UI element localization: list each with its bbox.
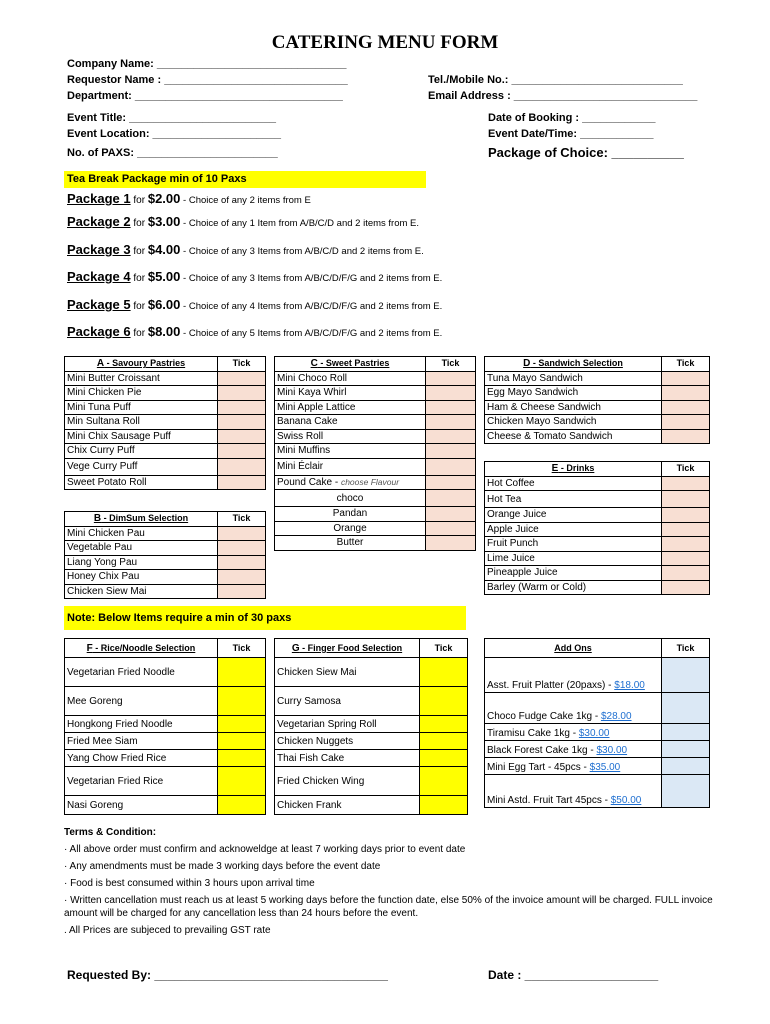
section-f-name: - Rice/Noodle Selection — [92, 642, 196, 653]
section-a-header — [65, 357, 218, 372]
tick-checkbox[interactable] — [420, 750, 468, 767]
section-g-name: - Finger Food Selection — [299, 642, 403, 653]
menu-item-label: Lime Juice — [485, 551, 662, 566]
add-on-price: $30.00 — [578, 728, 610, 739]
flavour-label: Orange — [275, 521, 426, 536]
package-for: for — [130, 273, 148, 284]
package-5-line — [67, 297, 442, 312]
table-row — [275, 371, 476, 386]
tick-checkbox[interactable] — [218, 475, 266, 490]
section-e-letter: E — [551, 463, 559, 475]
tick-checkbox[interactable] — [218, 386, 266, 401]
menu-item-label: Vegetarian Spring Roll — [275, 716, 420, 733]
tick-checkbox[interactable] — [662, 491, 710, 508]
tel-mobile-field[interactable]: Tel./Mobile No.: ____________________________ — [428, 74, 683, 86]
add-ons-header — [485, 639, 662, 658]
date-of-booking-field[interactable]: Date of Booking : ____________ — [488, 112, 656, 124]
flavour-label: Butter — [275, 536, 426, 551]
section-d-letter: D — [523, 358, 531, 370]
package-1-line — [67, 191, 311, 206]
section-b-table — [64, 511, 266, 599]
add-on-name: Mini Astd. Fruit Tart 45pcs - — [487, 795, 611, 806]
tick-checkbox[interactable] — [218, 458, 266, 475]
tick-checkbox[interactable] — [218, 429, 266, 444]
table-row — [65, 796, 266, 815]
table-row — [65, 386, 266, 401]
tick-checkbox[interactable] — [218, 526, 266, 541]
tick-checkbox[interactable] — [662, 415, 710, 430]
menu-item-label: Mini Choco Roll — [275, 371, 426, 386]
date-field[interactable]: Date : ____________________ — [488, 968, 659, 982]
menu-item-label: Orange Juice — [485, 508, 662, 523]
table-row — [65, 415, 266, 430]
section-b-letter: B — [93, 513, 102, 525]
tick-checkbox[interactable] — [426, 458, 476, 475]
section-g-table — [274, 638, 468, 815]
package-3-line — [67, 242, 424, 257]
table-row — [485, 658, 710, 693]
section-e-table — [484, 461, 710, 595]
section-a-table — [64, 356, 266, 490]
package-price: $2.00 — [147, 191, 181, 206]
tick-checkbox[interactable] — [218, 415, 266, 430]
tick-checkbox[interactable] — [662, 658, 710, 693]
section-d-name: - Sandwich Selection — [530, 358, 623, 369]
menu-item-label: Chicken Frank — [275, 796, 420, 815]
menu-item-label: Mini Apple Lattice — [275, 400, 426, 415]
add-ons-table — [484, 638, 710, 808]
menu-item-label: Vegetable Pau — [65, 541, 218, 556]
tick-checkbox[interactable] — [662, 724, 710, 741]
tick-checkbox[interactable] — [420, 687, 468, 716]
tick-checkbox[interactable] — [426, 415, 476, 430]
table-row — [65, 733, 266, 750]
add-on-name: Choco Fudge Cake 1kg - — [487, 711, 601, 722]
table-row — [65, 555, 266, 570]
menu-item-label: Fried Mee Siam — [65, 733, 218, 750]
section-d-table — [484, 356, 710, 444]
section-c-header — [275, 357, 426, 372]
menu-item-label: Chicken Siew Mai — [275, 658, 420, 687]
menu-item-label: Mini Chicken Pau — [65, 526, 218, 541]
requestor-name-field[interactable]: Requestor Name : ______________________________ — [67, 74, 348, 86]
menu-item-label: Mini Tuna Puff — [65, 400, 218, 415]
tick-header: Tick — [218, 512, 266, 527]
menu-item-label: Pineapple Juice — [485, 566, 662, 581]
package-name: Package 5 — [67, 297, 131, 312]
tick-checkbox[interactable] — [218, 767, 266, 796]
tick-header: Tick — [218, 639, 266, 658]
add-ons-title: Add Ons — [554, 642, 592, 653]
tick-checkbox[interactable] — [662, 566, 710, 581]
table-row — [485, 580, 710, 595]
package-price: $4.00 — [147, 242, 181, 257]
table-row — [275, 687, 468, 716]
menu-item-label: Yang Chow Fried Rice — [65, 750, 218, 767]
tick-checkbox[interactable] — [420, 733, 468, 750]
menu-item-label: Fruit Punch — [485, 537, 662, 552]
table-row — [275, 458, 476, 475]
tick-checkbox[interactable] — [662, 400, 710, 415]
add-on-item — [485, 758, 662, 775]
add-on-item — [485, 741, 662, 758]
package-4-line — [67, 269, 442, 284]
tick-checkbox[interactable] — [218, 444, 266, 459]
email-address-field[interactable]: Email Address : ______________________________ — [428, 90, 698, 102]
table-row — [65, 444, 266, 459]
tick-header: Tick — [426, 357, 476, 372]
menu-item-label: Vegetarian Fried Rice — [65, 767, 218, 796]
table-row — [65, 687, 266, 716]
package-2-line — [67, 214, 419, 229]
package-for: for — [130, 195, 148, 206]
table-row — [65, 570, 266, 585]
table-row — [485, 693, 710, 724]
table-row — [485, 522, 710, 537]
table-row — [275, 507, 476, 522]
package-name: Package 3 — [67, 242, 131, 257]
tick-checkbox[interactable] — [420, 767, 468, 796]
table-row — [275, 415, 476, 430]
menu-item-label: Hot Coffee — [485, 476, 662, 491]
add-on-item — [485, 724, 662, 741]
table-row — [485, 537, 710, 552]
tick-checkbox[interactable] — [218, 658, 266, 687]
terms-line: · Written cancellation must reach us at least 5 working days before the function date, else 50% of the invoice amount will be charged. FULL invoice amount will be charged for any cancellation less than 24 hours before the event. — [64, 895, 713, 919]
package-description: - Choice of any 3 Items from A/B/C/D/F/G and 2 items from E. — [180, 273, 443, 284]
package-for: for — [130, 246, 148, 257]
terms-line: · Food is best consumed within 3 hours upon arrival time — [64, 878, 315, 889]
menu-item-label: Tuna Mayo Sandwich — [485, 371, 662, 386]
table-row — [65, 458, 266, 475]
table-row — [65, 541, 266, 556]
pound-cake-label — [275, 475, 426, 490]
pound-cake-name: Pound Cake - — [277, 476, 341, 488]
tick-checkbox[interactable] — [218, 733, 266, 750]
menu-item-label: Mini Muffins — [275, 444, 426, 459]
menu-item-label: Fried Chicken Wing — [275, 767, 420, 796]
event-datetime-field[interactable]: Event Date/Time: ____________ — [488, 128, 654, 140]
menu-item-label: Chicken Siew Mai — [65, 584, 218, 599]
table-row — [65, 584, 266, 599]
menu-item-label: Mini Éclair — [275, 458, 426, 475]
menu-item-label: Egg Mayo Sandwich — [485, 386, 662, 401]
add-on-item — [485, 658, 662, 693]
menu-item-label: Thai Fish Cake — [275, 750, 420, 767]
requested-by-field[interactable]: Requested By: ___________________________________ — [67, 968, 388, 982]
menu-item-label: Sweet Potato Roll — [65, 475, 218, 490]
table-row — [65, 658, 266, 687]
menu-item-label: Hongkong Fried Noodle — [65, 716, 218, 733]
menu-item-label: Cheese & Tomato Sandwich — [485, 429, 662, 444]
table-row — [65, 475, 266, 490]
table-row — [485, 476, 710, 491]
tick-checkbox[interactable] — [218, 584, 266, 599]
section-a-name: - Savoury Pastries — [104, 358, 186, 369]
table-row — [275, 444, 476, 459]
tick-checkbox[interactable] — [218, 541, 266, 556]
section-d-header — [485, 357, 662, 372]
table-row — [485, 741, 710, 758]
table-row — [485, 415, 710, 430]
table-row — [485, 400, 710, 415]
table-row — [65, 767, 266, 796]
tick-checkbox[interactable] — [662, 522, 710, 537]
table-row — [485, 371, 710, 386]
pound-cake-note: choose Flavour — [340, 476, 400, 487]
add-on-item — [485, 775, 662, 808]
section-b-name: - DimSum Selection — [101, 513, 189, 524]
package-name: Package 4 — [67, 269, 131, 284]
tick-header: Tick — [218, 357, 266, 372]
menu-item-label: Mini Chix Sausage Puff — [65, 429, 218, 444]
department-field[interactable]: Department: __________________________________ — [67, 90, 343, 102]
section-c-name: - Sweet Pastries — [317, 358, 390, 369]
tick-checkbox[interactable] — [662, 741, 710, 758]
tick-checkbox[interactable] — [426, 386, 476, 401]
table-row — [65, 429, 266, 444]
add-on-price: $18.00 — [614, 680, 645, 691]
package-choice-field[interactable]: Package of Choice: __________ — [488, 145, 684, 160]
table-row — [275, 750, 468, 767]
menu-item-label: Vegetarian Fried Noodle — [65, 658, 218, 687]
table-row — [275, 475, 476, 490]
menu-item-label: Banana Cake — [275, 415, 426, 430]
section-f-header — [65, 639, 218, 658]
table-row — [485, 386, 710, 401]
tick-checkbox[interactable] — [426, 429, 476, 444]
terms-line: · Any amendments must be made 3 working days before the event date — [64, 861, 381, 872]
table-row — [485, 566, 710, 581]
add-on-name: Mini Egg Tart - 45pcs - — [487, 762, 590, 773]
menu-item-label: Mini Kaya Whirl — [275, 386, 426, 401]
table-row — [275, 490, 476, 507]
table-row — [275, 386, 476, 401]
tick-checkbox[interactable] — [218, 570, 266, 585]
add-on-name: Tiramisu Cake 1kg - — [487, 728, 579, 739]
tick-checkbox[interactable] — [426, 507, 476, 522]
table-row — [485, 491, 710, 508]
package-description: - Choice of any 5 Items from A/B/C/D/F/G and 2 items from E. — [180, 328, 443, 339]
tick-checkbox[interactable] — [662, 476, 710, 491]
package-price: $8.00 — [147, 324, 181, 339]
terms-heading: Terms & Condition: — [64, 827, 157, 838]
section-b-header — [65, 512, 218, 527]
package-name: Package 1 — [67, 191, 131, 206]
tick-checkbox[interactable] — [218, 716, 266, 733]
page-title: CATERING MENU FORM — [271, 32, 499, 53]
section-e-header — [485, 462, 662, 477]
tick-checkbox[interactable] — [426, 490, 476, 507]
tick-checkbox[interactable] — [426, 444, 476, 459]
tick-checkbox[interactable] — [662, 758, 710, 775]
company-name-field[interactable]: Company Name: _______________________________ — [67, 58, 347, 70]
paxs-field[interactable]: No. of PAXS: _______________________ — [67, 147, 278, 159]
menu-item-label: Chix Curry Puff — [65, 444, 218, 459]
table-row — [275, 400, 476, 415]
section-g-header — [275, 639, 420, 658]
add-on-price: $28.00 — [600, 711, 632, 722]
tick-header: Tick — [420, 639, 468, 658]
menu-item-label: Chicken Mayo Sandwich — [485, 415, 662, 430]
table-row — [65, 716, 266, 733]
package-name: Package 6 — [67, 324, 131, 339]
section-f-table — [64, 638, 266, 815]
flavour-label: choco — [275, 490, 426, 507]
menu-item-label: Apple Juice — [485, 522, 662, 537]
table-row — [65, 371, 266, 386]
package-price: $5.00 — [147, 269, 181, 284]
terms-section — [64, 826, 714, 941]
menu-item-label: Ham & Cheese Sandwich — [485, 400, 662, 415]
tea-break-banner: Tea Break Package min of 10 Paxs — [64, 171, 426, 188]
tick-checkbox[interactable] — [218, 400, 266, 415]
flavour-label: Pandan — [275, 507, 426, 522]
tick-checkbox[interactable] — [662, 429, 710, 444]
terms-line: . All Prices are subjeced to prevailing GST rate — [64, 925, 271, 936]
tick-checkbox[interactable] — [662, 551, 710, 566]
table-row — [275, 521, 476, 536]
tick-checkbox[interactable] — [420, 658, 468, 687]
tick-checkbox[interactable] — [662, 537, 710, 552]
table-row — [275, 767, 468, 796]
add-on-item — [485, 693, 662, 724]
package-description: - Choice of any 4 Items from A/B/C/D/F/G and 2 items from E. — [180, 301, 443, 312]
package-description: - Choice of any 3 Items from A/B/C/D and 2 items from E. — [180, 246, 424, 257]
tick-header: Tick — [662, 357, 710, 372]
tick-checkbox[interactable] — [426, 536, 476, 551]
menu-item-label: Nasi Goreng — [65, 796, 218, 815]
menu-item-label: Curry Samosa — [275, 687, 420, 716]
table-row — [275, 536, 476, 551]
tick-checkbox[interactable] — [218, 796, 266, 815]
table-row — [485, 429, 710, 444]
tick-checkbox[interactable] — [426, 521, 476, 536]
add-on-price: $30.00 — [596, 745, 628, 756]
menu-item-label: Liang Yong Pau — [65, 555, 218, 570]
table-row — [65, 526, 266, 541]
event-title-field[interactable]: Event Title: ________________________ — [67, 112, 276, 124]
menu-item-label: Mini Chicken Pie — [65, 386, 218, 401]
table-row — [275, 796, 468, 815]
add-on-price: $35.00 — [589, 762, 621, 773]
tick-checkbox[interactable] — [662, 371, 710, 386]
table-row — [485, 724, 710, 741]
tick-checkbox[interactable] — [426, 400, 476, 415]
add-on-name: Black Forest Cake 1kg - — [487, 745, 597, 756]
menu-item-label: Honey Chix Pau — [65, 570, 218, 585]
tick-checkbox[interactable] — [218, 371, 266, 386]
table-row — [485, 551, 710, 566]
tick-checkbox[interactable] — [218, 687, 266, 716]
tick-checkbox[interactable] — [420, 716, 468, 733]
tick-checkbox[interactable] — [662, 775, 710, 808]
table-row — [65, 400, 266, 415]
menu-item-label: Vege Curry Puff — [65, 458, 218, 475]
table-row — [485, 508, 710, 523]
event-location-field[interactable]: Event Location: _____________________ — [67, 128, 282, 140]
menu-item-label: Min Sultana Roll — [65, 415, 218, 430]
package-price: $6.00 — [147, 297, 181, 312]
tick-checkbox[interactable] — [662, 386, 710, 401]
tick-checkbox[interactable] — [426, 371, 476, 386]
table-row — [275, 429, 476, 444]
table-row — [275, 716, 468, 733]
tick-header: Tick — [662, 639, 710, 658]
tick-checkbox[interactable] — [426, 475, 476, 490]
package-price: $3.00 — [147, 214, 181, 229]
section-a-letter: A — [96, 358, 105, 370]
table-row — [485, 758, 710, 775]
section-f-letter: F — [86, 642, 93, 654]
terms-line: · All above order must confirm and acknoweldge at least 7 working days prior to event date — [64, 844, 466, 855]
section-c-table — [274, 356, 476, 551]
tick-checkbox[interactable] — [218, 555, 266, 570]
menu-item-label: Hot Tea — [485, 491, 662, 508]
package-description: - Choice of any 1 Item from A/B/C/D and 2 items from E. — [180, 218, 420, 229]
add-on-price: $50.00 — [610, 795, 642, 806]
menu-item-label: Barley (Warm or Cold) — [485, 580, 662, 595]
tick-checkbox[interactable] — [420, 796, 468, 815]
tick-checkbox[interactable] — [662, 508, 710, 523]
table-row — [65, 750, 266, 767]
tick-checkbox[interactable] — [218, 750, 266, 767]
package-6-line — [67, 324, 442, 339]
menu-item-label: Mini Butter Croissant — [65, 371, 218, 386]
menu-item-label: Chicken Nuggets — [275, 733, 420, 750]
menu-item-label: Swiss Roll — [275, 429, 426, 444]
package-for: for — [130, 218, 148, 229]
package-for: for — [130, 328, 148, 339]
table-row — [485, 775, 710, 808]
add-on-name: Asst. Fruit Platter (20paxs) - — [487, 680, 615, 691]
package-for: for — [130, 301, 148, 312]
min-30-paxs-note: Note: Below Items require a min of 30 paxs — [64, 606, 466, 630]
section-c-letter: C — [310, 358, 318, 370]
menu-item-label: Mee Goreng — [65, 687, 218, 716]
tick-checkbox[interactable] — [662, 580, 710, 595]
section-g-letter: G — [291, 642, 300, 654]
tick-checkbox[interactable] — [662, 693, 710, 724]
tick-header: Tick — [662, 462, 710, 477]
section-e-name: - Drinks — [558, 463, 595, 474]
package-name: Package 2 — [67, 214, 131, 229]
table-row — [275, 658, 468, 687]
table-row — [275, 733, 468, 750]
package-description: - Choice of any 2 items from E — [180, 195, 311, 206]
